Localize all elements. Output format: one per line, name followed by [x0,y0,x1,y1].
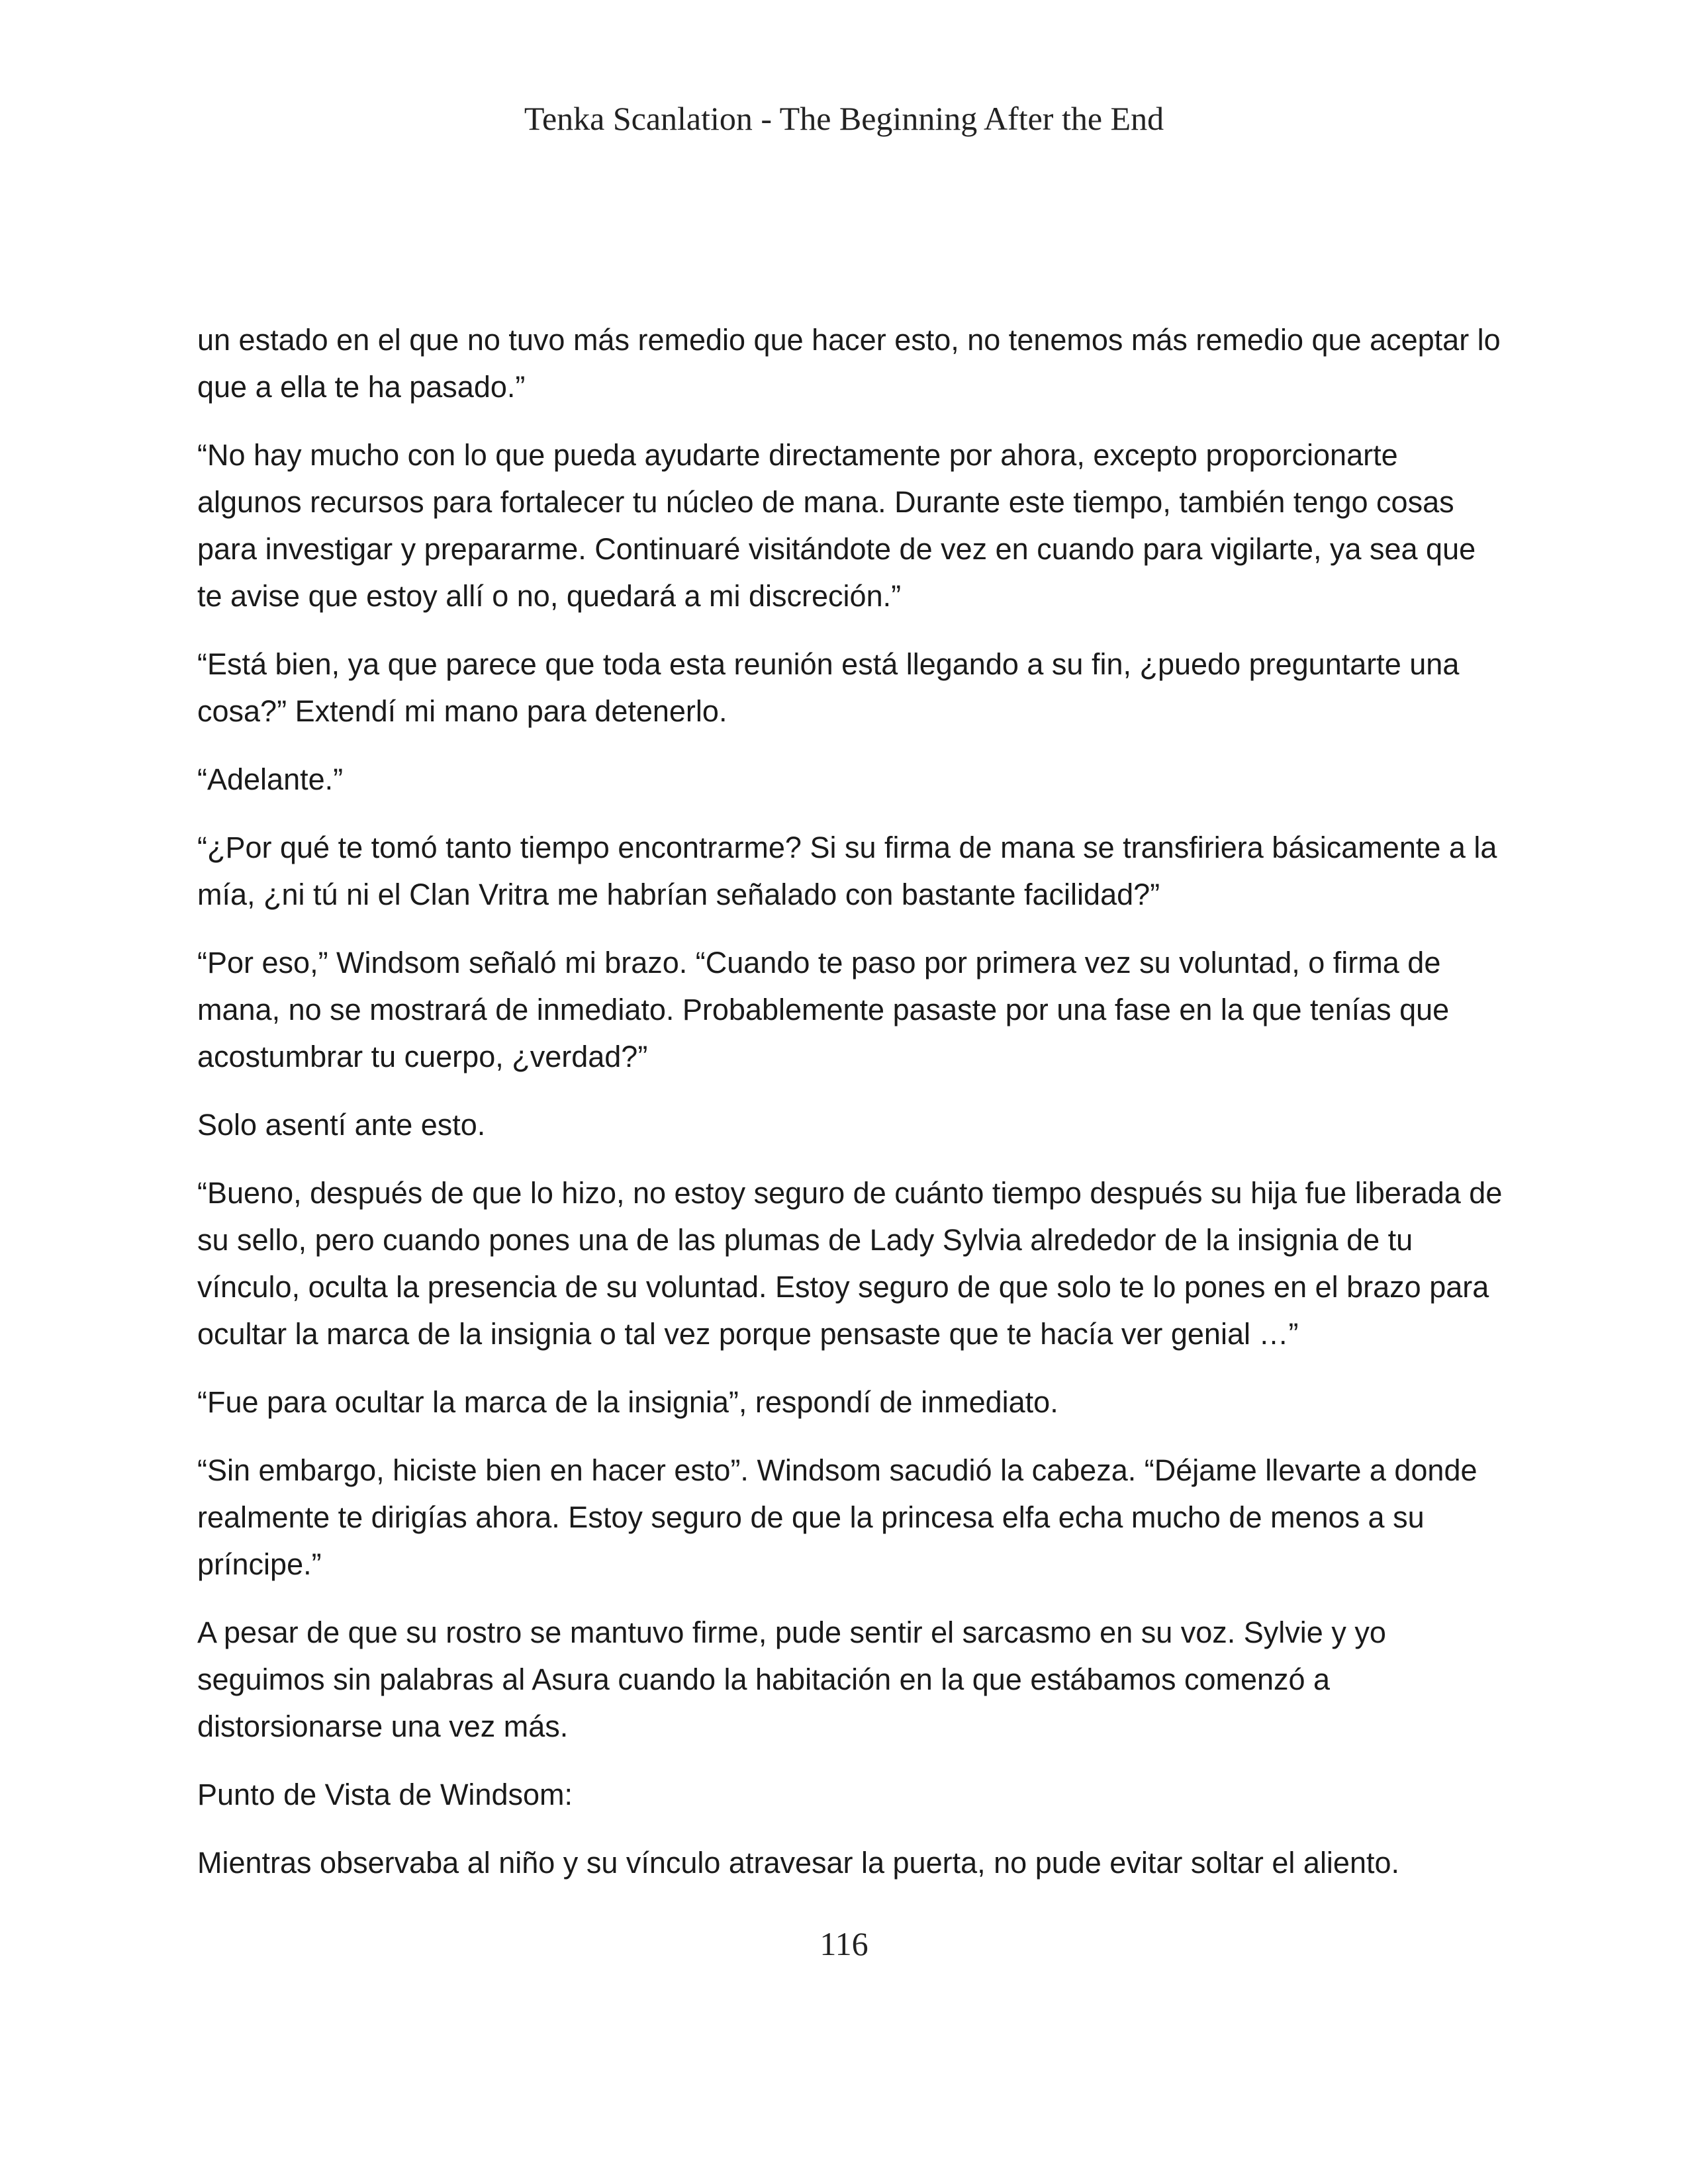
body-text [197,316,1508,1907]
running-header: Tenka Scanlation - The Beginning After the End [524,100,1164,137]
paragraph: A pesar de que su rostro se mantuvo firme, pude sentir el sarcasmo en su voz. Sylvie y yo seguimos sin palabras al Asura cuando la habitación en la que estábamos comenzó a distorsionarse una vez más. [197,1615,1386,1743]
paragraph: “Fue para ocultar la marca de la insignia”, respondí de inmediato. [197,1385,1058,1419]
paragraph: Solo asentí ante esto. [197,1108,486,1142]
paragraph: “Sin embargo, hiciste bien en hacer esto”. Windsom sacudió la cabeza. “Déjame llevarte a donde realmente te dirigías ahora. Estoy seguro de que la princesa elfa echa mucho de menos a su príncipe.” [197,1453,1477,1581]
paragraph: “Bueno, después de que lo hizo, no estoy seguro de cuánto tiempo después su hija fue liberada de su sello, pero cuando pones una de las plumas de Lady Sylvia alrededor de la insignia de tu vínculo, oculta la presencia de su voluntad. Estoy seguro de que solo te lo pones en el brazo para ocultar la marca de la insignia o tal vez porque pensaste que te hacía ver genial …” [197,1176,1503,1351]
section-heading: Punto de Vista de Windsom: [197,1778,573,1811]
paragraph: un estado en el que no tuvo más remedio que hacer esto, no tenemos más remedio que aceptar lo que a ella te ha pasado.” [197,323,1501,404]
paragraph: “Por eso,” Windsom señaló mi brazo. “Cuando te paso por primera vez su voluntad, o firma de mana, no se mostrará de inmediato. Probablemente pasaste por una fase en la que tenías que acostumbrar tu cuerpo, ¿verdad?” [197,946,1450,1073]
paragraph: “¿Por qué te tomó tanto tiempo encontrarme? Si su firma de mana se transfiriera básicamente a la mía, ¿ni tú ni el Clan Vritra me habrían señalado con bastante facilidad?” [197,831,1497,911]
paragraph: Mientras observaba al niño y su vínculo atravesar la puerta, no pude evitar soltar el aliento. [197,1846,1400,1880]
paragraph: “Está bien, ya que parece que toda esta reunión está llegando a su fin, ¿puedo preguntarte una cosa?” Extendí mi mano para detenerlo. [197,647,1460,728]
page-number: 116 [820,1925,868,1962]
paragraph: “No hay mucho con lo que pueda ayudarte directamente por ahora, excepto proporcionarte algunos recursos para fortalecer tu núcleo de mana. Durante este tiempo, también tengo cosas para investigar y prepararme. Continuaré visitándote de vez en cuando para vigilarte, ya sea que te avise que estoy allí o no, quedará a mi discreción.” [197,438,1476,613]
paragraph: “Adelante.” [197,762,344,796]
